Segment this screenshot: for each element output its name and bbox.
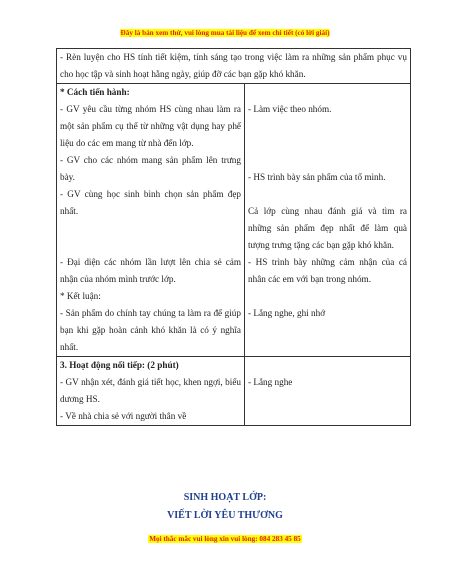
teacher-step: - GV yêu cầu từng nhóm HS cùng nhau làm ra một sản phẩm cụ thể từ những vật dụng hay phế liệu do các em mang từ nhà đến lớp. xyxy=(60,104,241,148)
teacher-step: - GV nhận xét, đánh giá tiết học, khen ngợi, biểu dương HS. xyxy=(60,377,241,404)
teacher-step: - GV cho các nhóm mang sản phẩm lên trưng bày. xyxy=(60,155,241,182)
student-step: - HS trình bày những cảm nhận của cá nhân các em với bạn trong nhóm. xyxy=(248,257,407,284)
preview-notice-text: Đây là bản xem thử, vui lòng mua tài liệu để xem chi tiết (có lời giải) xyxy=(120,29,330,37)
teacher-step: - Về nhà chia sẻ với người thân về xyxy=(60,411,187,421)
student-activity-cell xyxy=(245,357,411,426)
next-lesson-subtitle: VIẾT LỜI YÊU THƯƠNG xyxy=(167,510,283,521)
student-step: - Làm việc theo nhóm. xyxy=(248,104,332,114)
contact-notice-banner xyxy=(0,534,450,544)
lesson-plan-table xyxy=(56,48,411,426)
table-row xyxy=(57,357,411,426)
student-step: - HS trình bày sản phẩm của tổ mình. xyxy=(248,172,386,182)
next-lesson-title: SINH HOẠT LỚP: xyxy=(183,492,267,503)
preview-notice-banner xyxy=(0,28,450,38)
teacher-step: - Đại diện các nhóm lần lượt lên chia sẻ cảm nhận của nhóm mình trước lớp. xyxy=(60,257,241,284)
contact-notice-text: Mọi thắc mắc vui lòng xin vui lòng: 084 283 45 85 xyxy=(149,535,301,543)
conclusion-label: * Kết luận: xyxy=(60,291,101,301)
teacher-activity-cell xyxy=(57,357,245,426)
teacher-step: - GV cùng học sinh bình chọn sản phẩm đẹp nhất. xyxy=(60,189,241,216)
conclusion-text: - Sản phẩm do chính tay chúng ta làm ra để giúp bạn khi gặp hoàn cảnh khó khăn là có ý nghĩa nhất. xyxy=(60,308,241,352)
table-row xyxy=(57,84,411,357)
student-step: - Lắng nghe xyxy=(248,377,293,387)
section-heading: * Cách tiến hành: xyxy=(60,87,130,97)
intro-cell: - Rèn luyện cho HS tính tiết kiệm, tính sáng tạo trong việc làm ra những sản phẩm phục vụ cho học tập và sinh hoạt hằng ngày, giúp đỡ các bạn gặp khó khăn. xyxy=(57,49,411,84)
student-activity-cell xyxy=(245,84,411,357)
section-heading: 3. Hoạt động nối tiếp: (2 phút) xyxy=(60,360,179,370)
student-step: - Lắng nghe, ghi nhớ xyxy=(248,308,326,318)
teacher-activity-cell xyxy=(57,84,245,357)
student-step: Cả lớp cùng nhau đánh giá và tìm ra những sản phẩm đẹp nhất để làm quà tượng trưng tặng các bạn gặp khó khăn. xyxy=(248,206,407,250)
table-row xyxy=(57,49,411,84)
